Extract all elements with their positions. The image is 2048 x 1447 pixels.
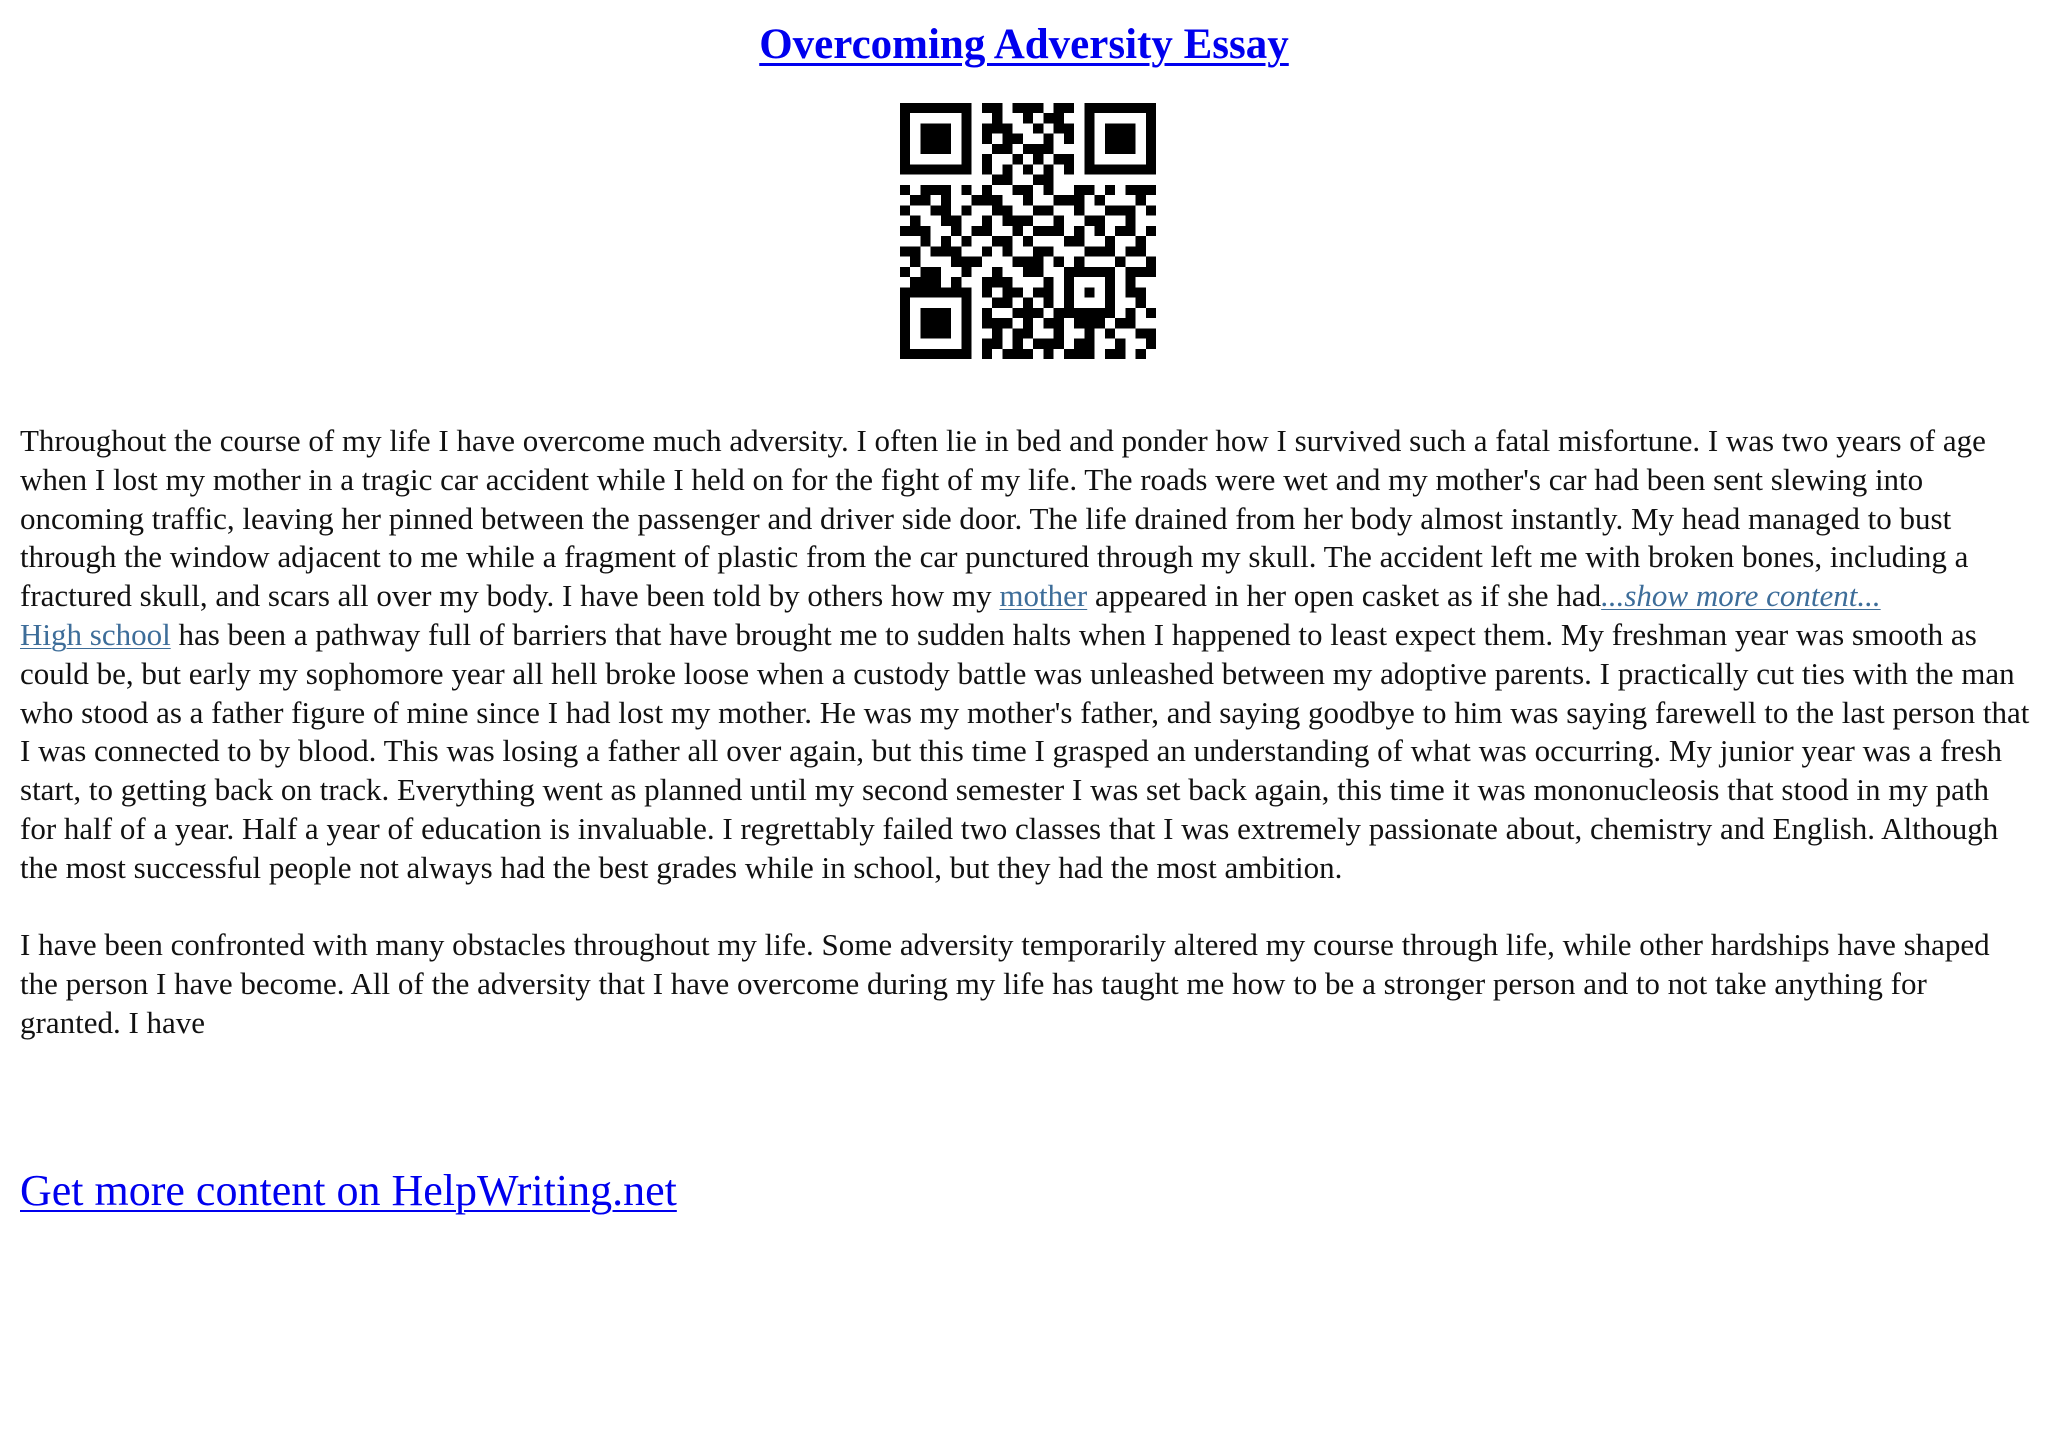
- get-more-content-link[interactable]: Get more content on HelpWriting.net: [20, 1166, 677, 1215]
- title-link[interactable]: Overcoming Adversity Essay: [759, 21, 1289, 68]
- essay-body: [20, 422, 2030, 1043]
- page-title: [0, 16, 2048, 74]
- mother-link[interactable]: mother: [999, 578, 1088, 614]
- essay-paragraph-3: [20, 926, 2030, 1042]
- qr-code-icon: [900, 103, 1156, 359]
- paragraph-3-text: I have been confronted with many obstacles throughout my life. Some adversity temporarily altered my course through life, while other hardships have shaped the person I have become. All of the adversity that I have overcome during my life has taught me how to be a stronger person and to not take anything for granted. I have: [20, 927, 1990, 1040]
- high-school-link[interactable]: High school: [20, 616, 171, 652]
- paragraph-1-text-b: appeared in her open casket as if she had: [1087, 578, 1602, 614]
- show-more-link[interactable]: ...show more content...: [1601, 578, 1881, 614]
- essay-paragraph-1: [20, 422, 2030, 616]
- essay-paragraph-2: [20, 616, 2030, 888]
- paragraph-1-text-a: Throughout the course of my life I have overcome much adversity. I often lie in bed and ponder how I survived such a fatal misfortune. I was two years of age when I lost my mother in a tragic car accident while I held on for the fight of my life. The roads were wet and my mother's car had been sent slewing into oncoming traffic, leaving her pinned between the passenger and driver side door. The life drained from her body almost instantly. My head managed to bust through the window adjacent to me while a fragment of plastic from the car punctured through my skull. The accident left me with broken bones, including a fractured skull, and scars all over my body. I have been told by others how my: [20, 423, 1986, 614]
- paragraph-2-text: has been a pathway full of barriers that have brought me to sudden halts when I happened to least expect them. My freshman year was smooth as could be, but early my sophomore year all hell broke loose when a custody battle was unleashed between my adoptive parents. I practically cut ties with the man who stood as a father figure of mine since I had lost my mother. He was my mother's father, and saying goodbye to him was saying farewell to the last person that I was connected to by blood. This was losing a father all over again, but this time I grasped an understanding of what was occurring. My junior year was a fresh start, to getting back on track. Everything went as planned until my second semester I was set back again, this time it was mononucleosis that stood in my path for half of a year. Half a year of education is invaluable. I regrettably failed two classes that I was extremely passionate about, chemistry and English. Although the most successful people not always had the best grades while in school, but they had the most ambition.: [20, 616, 2030, 885]
